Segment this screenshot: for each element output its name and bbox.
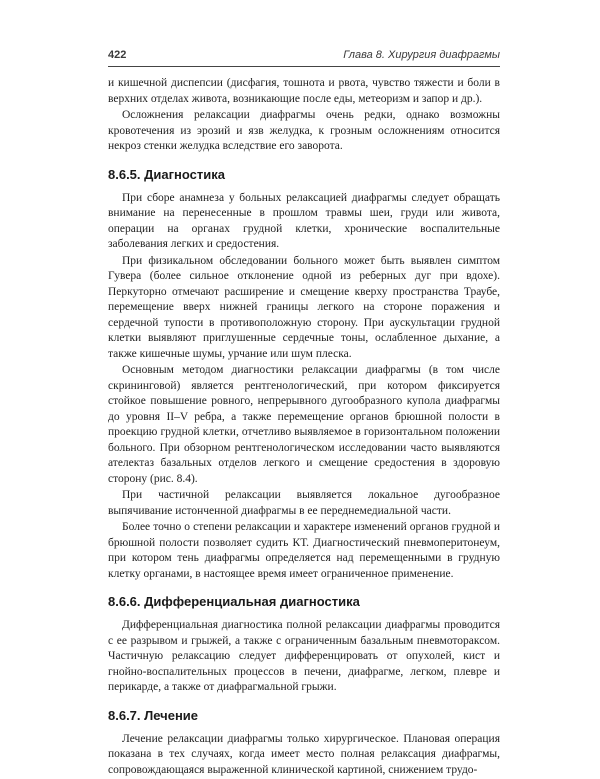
running-head (108, 49, 500, 67)
paragraph: Основным методом диагностики релаксации диафрагмы (в том числе скрининговой) является рентгенологический, при котором фиксируется стойкое повышение ровного, непрерывного дугообразного купола диафрагмы до уровня II–V ребра, а также перемещение органов брюшной полости в проекцию грудной клетки, отчетливо выявляемое в горизонтальном положении больного. При обзорном рентгенологическом исследовании часто выявляются ателектаз базальных отделов легкого и смещение средостения в здоровую сторону (рис. 8.4). (108, 364, 500, 485)
section-heading: 8.6.6. Дифференциальная диагностика (108, 594, 360, 609)
paragraph: Дифференциальная диагностика полной релаксации диафрагмы проводится с ее разрывом и грыжей, а также с ограниченным базальным пневмотораксом. Частичную релаксацию следует дифференцировать от опухолей, кист и гнойно-воспалительных процессов в печени, диафрагме, легком, плевре и перикарде, а также от диафрагмальной грыжи. (108, 619, 500, 693)
section-heading: 8.6.5. Диагностика (108, 166, 225, 182)
paragraph: При физикальном обследовании больного может быть выявлен симптом Гувера (более сильное отклонение одной из реберных дуг при вдохе). Перкуторно отмечают расширение и смещение кверху пространства Траубе, перемещение вверх нижней границы легкого на стороне поражения и сердечной тупости в противоположную сторону. При аускультации грудной клетки выявляют приглушенные сердечные тоны, ослабленное дыхание, а также кишечные шумы, урчание или шум плеска. (108, 254, 500, 360)
paragraph: и кишечной диспепсии (дисфагия, тошнота и рвота, чувство тяжести и боли в верхних отделах живота, возникающие после еды, метеоризм и запор и др.). (108, 77, 500, 105)
paragraph: Лечение релаксации диафрагмы только хирургическое. Плановая операция показана в тех случаях, когда имеет место полная релаксация диафрагмы, сопровождающаяся выраженной клинической картиной, снижением трудо- (108, 732, 500, 776)
header-rule (108, 66, 500, 67)
paragraph: Более точно о степени релаксации и характере изменений органов грудной и брюшной полости позволяет судить КТ. Диагностический пневмоперитонеум, при котором тень диафрагмы определяется над перемещенными в грудную клетку органами, в настоящее время имеет ограниченное применение. (108, 521, 500, 580)
paragraph: Осложнения релаксации диафрагмы очень редки, однако возможны кровотечения из эрозий и язв желудка, к грозным осложнениям относится некроз стенки желудка вследствие его заворота. (108, 109, 500, 152)
page-number: 422 (108, 49, 127, 61)
paragraph: При сборе анамнеза у больных релаксацией диафрагмы следует обращать внимание на перенесенные в прошлом травмы шеи, груди или живота, операции на органах грудной клетки, хронические воспалительные заболевания легких и средостения. (108, 191, 500, 250)
section-heading: 8.6.7. Лечение (108, 707, 199, 723)
chapter-title: Глава 8. Хирургия диафрагмы (343, 49, 500, 61)
page-body (108, 76, 500, 779)
paragraph: При частичной релаксации выявляется локальное дугообразное выпячивание истонченной диафрагмы в ее переднемедиальной части. (108, 489, 500, 517)
